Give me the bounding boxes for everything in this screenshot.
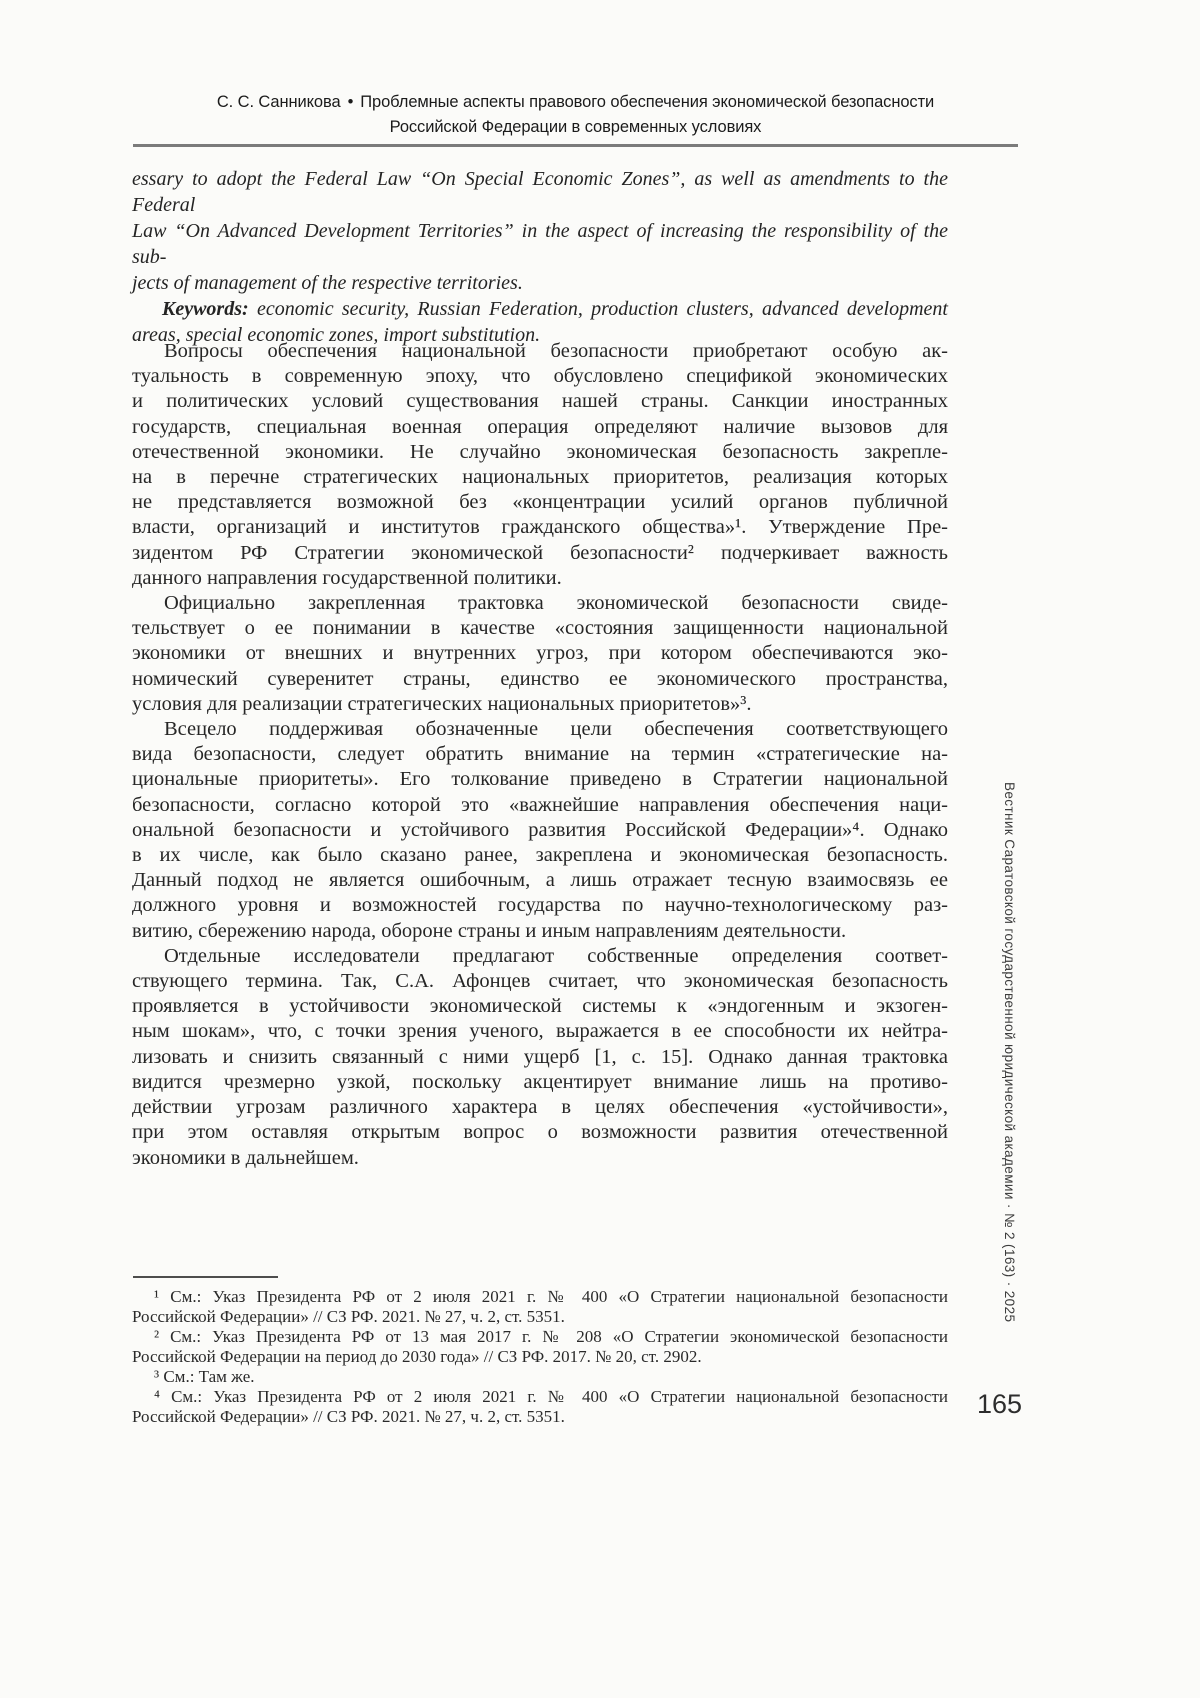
- article-title-line2: Российской Федерации в современных условиях: [389, 118, 762, 136]
- abstract-line: Keywords: economic security, Russian Federation, production clusters, advanced development: [162, 298, 948, 320]
- author-name: С. С. Санникова: [216, 93, 341, 111]
- body-text-line: государств, специальная военная операция определяют наличие вызовов для: [132, 415, 948, 438]
- keywords-label: Keywords:: [162, 298, 249, 320]
- body-text-line: Всецело поддерживая обозначенные цели обеспечения соответствующего: [164, 718, 948, 741]
- running-header-line1: [133, 90, 1018, 115]
- body-text-line: и политических условий существования нашей страны. Санкции иностранных: [132, 390, 948, 413]
- body-text-line: власти, организаций и институтов гражданского общества»¹. Утверждение Пре-: [132, 516, 948, 539]
- body-text-line: на в перечне стратегических национальных приоритетов, реализация которых: [132, 466, 948, 489]
- paragraph: [132, 944, 948, 1171]
- body-text-line: витию, сбережению народа, обороне страны и иным направлениям деятельности.: [132, 919, 847, 942]
- body-text-line: экономики в дальнейшем.: [132, 1146, 359, 1169]
- footnote-line: ² См.: Указ Президента РФ от 13 мая 2017 г. № 208 «О Стратегии экономической безопасности: [154, 1327, 948, 1346]
- body-text-line: ствующего термина. Так, С.А. Афонцев считает, что экономическая безопасность: [132, 970, 948, 993]
- body-text-line: не представляется возможной без «концентрации усилий органов публичной: [132, 491, 948, 514]
- footnote: [132, 1387, 948, 1427]
- header-bullet: •: [347, 93, 354, 111]
- body-text-line: ональной безопасности и устойчивого развития Российской Федерации»⁴. Однако: [132, 818, 948, 841]
- body-text-line: экономики от внешних и внутренних угроз, при котором обеспечиваются эко-: [132, 642, 948, 665]
- body-text-line: номический суверенитет страны, единство ее экономического пространства,: [132, 667, 948, 690]
- body-text-line: условия для реализации стратегических национальных приоритетов»³.: [132, 692, 752, 715]
- body-text-line: вида безопасности, следует обратить внимание на термин «стратегические на-: [132, 743, 948, 766]
- paragraph: [132, 591, 948, 717]
- body-text-line: ным шокам», что, с точки зрения ученого, выражается в ее способности их нейтра-: [132, 1020, 948, 1043]
- footnote-line: Российской Федерации» // СЗ РФ. 2021. № 27, ч. 2, ст. 5351.: [132, 1307, 565, 1326]
- body-text-line: проявляется в устойчивости экономической системы к «эндогенным и экзоген-: [132, 995, 948, 1018]
- body-text-line: зидентом РФ Стратегии экономической безопасности² подчеркивает важность: [132, 541, 948, 564]
- page-number: 165: [977, 1389, 1023, 1419]
- body-text-line: Официально закрепленная трактовка экономической безопасности свиде-: [164, 592, 948, 615]
- paragraph: [132, 717, 948, 944]
- footnote-line: Российской Федерации» // СЗ РФ. 2021. № 27, ч. 2, ст. 5351.: [132, 1407, 565, 1426]
- footnote: [132, 1287, 948, 1327]
- footnotes: [132, 1287, 948, 1427]
- footnote-line: Российской Федерации на период до 2030 года» // СЗ РФ. 2017. № 20, ст. 2902.: [132, 1347, 702, 1366]
- body-text-line: при этом оставляя открытым вопрос о возможности развития отечественной: [132, 1121, 948, 1144]
- body-text-line: тельствует о ее понимании в качестве «состояния защищенности национальной: [132, 617, 948, 640]
- footnote-line: ¹ См.: Указ Президента РФ от 2 июля 2021 г. № 400 «О Стратегии национальной безопасности: [154, 1287, 948, 1306]
- body-text-line: безопасности, согласно которой это «важнейшие направления обеспечения наци-: [132, 793, 948, 816]
- body-text-line: должного уровня и возможностей государства по научно-технологическому раз-: [132, 894, 948, 917]
- body-text-line: Вопросы обеспечения национальной безопасности приобретают особую ак-: [164, 340, 948, 362]
- footnote: [132, 1327, 948, 1367]
- footnote-line: ³ См.: Там же.: [154, 1367, 255, 1386]
- body-text-line: отечественной экономики. Не случайно экономическая безопасность закрепле-: [132, 440, 948, 463]
- abstract-line: areas, special economic zones, import substitution.: [132, 324, 541, 346]
- abstract-line: Law “On Advanced Development Territories” in the aspect of increasing the responsibility of the sub-: [132, 220, 948, 268]
- journal-info-sidebar: Вестник Саратовской государственной юридической академии · № 2 (163) · 2025: [1002, 782, 1017, 1323]
- body-text-line: данного направления государственной политики.: [132, 566, 562, 589]
- abstract-line: jects of management of the respective territories.: [132, 272, 523, 294]
- body-text-line: действии угрозам различного характера в целях обеспечения «устойчивости»,: [132, 1096, 948, 1119]
- body-text-line: туальность в современную эпоху, что обусловлено спецификой экономических: [132, 365, 948, 388]
- body-text-line: лизовать и снизить связанный с ними ущерб [1, с. 15]. Однако данная трактовка: [132, 1045, 948, 1068]
- abstract-line: essary to adopt the Federal Law “On Special Economic Zones”, as well as amendments to the Federal: [132, 168, 948, 216]
- footnote: [132, 1367, 948, 1387]
- abstract-en: [132, 166, 948, 348]
- body-text-line: в их числе, как было сказано ранее, закреплена и экономическая безопасность.: [132, 844, 948, 867]
- footnote-line: ⁴ См.: Указ Президента РФ от 2 июля 2021 г. № 400 «О Стратегии национальной безопасности: [154, 1387, 948, 1406]
- body-text-line: циональные приоритеты». Его толкование приведено в Стратегии национальной: [132, 768, 948, 791]
- body-text-line: видится чрезмерно узкой, поскольку акцентирует внимание лишь на противо-: [132, 1070, 948, 1093]
- paragraph: [132, 339, 948, 591]
- article-body: [132, 339, 948, 1171]
- running-header: [133, 90, 1018, 140]
- body-text-line: Отдельные исследователи предлагают собственные определения соответ-: [164, 944, 948, 967]
- article-title-line1: Проблемные аспекты правового обеспечения экономической безопасности: [360, 93, 935, 111]
- body-text-line: Данный подход не является ошибочным, а лишь отражает тесную взаимосвязь ее: [132, 869, 948, 892]
- header-rule: [133, 144, 1018, 147]
- footnote-rule: [133, 1276, 278, 1278]
